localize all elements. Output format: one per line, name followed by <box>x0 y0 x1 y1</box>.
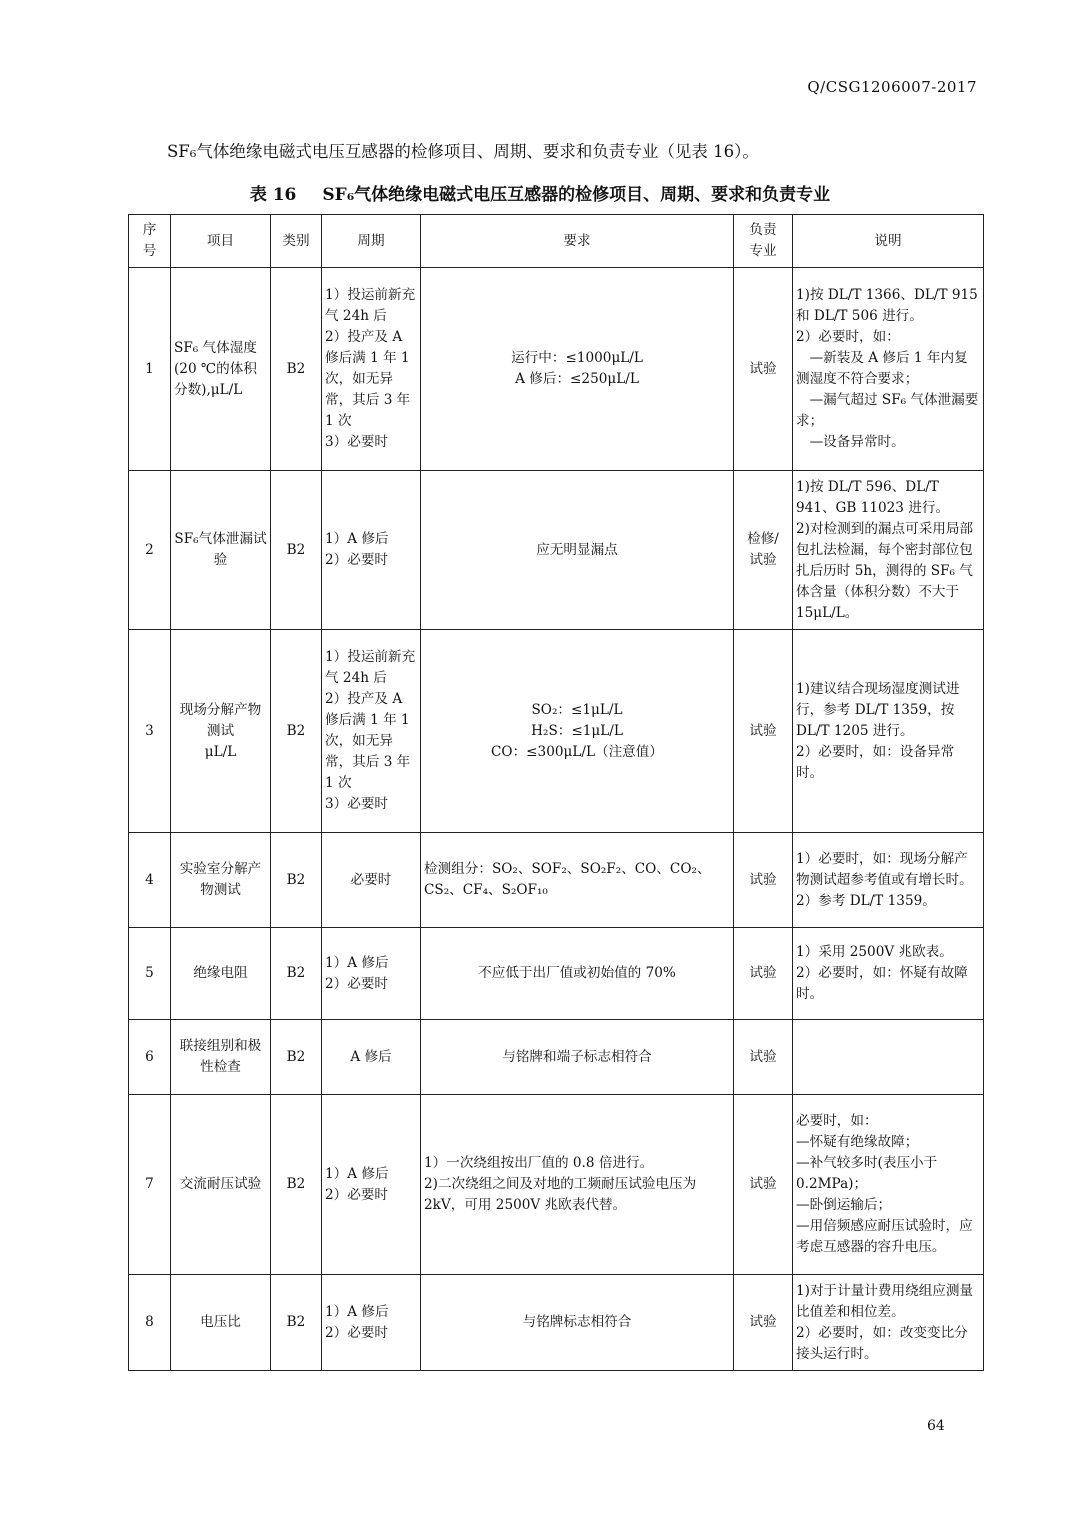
cell-seq: 4 <box>129 833 171 928</box>
cell-specialty: 检修/ 试验 <box>734 471 793 630</box>
cell-period: 1）A 修后 2）必要时 <box>322 1275 421 1371</box>
maintenance-table <box>128 214 984 1371</box>
table-row <box>129 1275 984 1371</box>
cell-requirement: 检测组分：SO₂、SOF₂、SO₂F₂、CO、CO₂、CS₂、CF₄、S₂OF₁₀ <box>421 833 734 928</box>
cell-note: 1）必要时，如：现场分解产物测试超参考值或有增长时。 2）参考 DL/T 1359。 <box>793 833 984 928</box>
cell-item: 交流耐压试验 <box>171 1095 271 1275</box>
table-caption-title: SF₆气体绝缘电磁式电压互感器的检修项目、周期、要求和负责专业 <box>322 185 831 205</box>
header-category: 类别 <box>271 215 322 268</box>
table-row <box>129 833 984 928</box>
cell-period: 1）A 修后 2）必要时 <box>322 1095 421 1275</box>
cell-note: 1)按 DL/T 1366、DL/T 915 和 DL/T 506 进行。 2）必要时，如： —新装及 A 修后 1 年内复测湿度不符合要求； —漏气超过 SF₆ 气体泄漏要求； —设备异常时。 <box>793 268 984 471</box>
cell-specialty: 试验 <box>734 833 793 928</box>
cell-specialty: 试验 <box>734 1020 793 1095</box>
cell-requirement: SO₂：≤1μL/L H₂S：≤1μL/L CO：≤300μL/L（注意值） <box>421 630 734 833</box>
cell-specialty: 试验 <box>734 630 793 833</box>
cell-requirement: 不应低于出厂值或初始值的 70% <box>421 928 734 1020</box>
cell-seq: 2 <box>129 471 171 630</box>
cell-specialty: 试验 <box>734 928 793 1020</box>
table-row <box>129 630 984 833</box>
cell-requirement: 与铭牌标志相符合 <box>421 1275 734 1371</box>
cell-category: B2 <box>271 1095 322 1275</box>
header-requirement: 要求 <box>421 215 734 268</box>
table-row <box>129 471 984 630</box>
intro-paragraph: SF₆气体绝缘电磁式电压互感器的检修项目、周期、要求和负责专业（见表 16）。 <box>167 142 759 161</box>
cell-period: 1）A 修后 2）必要时 <box>322 471 421 630</box>
cell-item: 现场分解产物测试 μL/L <box>171 630 271 833</box>
cell-period: A 修后 <box>322 1020 421 1095</box>
document-code: Q/CSG1206007-2017 <box>807 78 977 96</box>
cell-seq: 5 <box>129 928 171 1020</box>
cell-requirement: 1）一次绕组按出厂值的 0.8 倍进行。 2)二次绕组之间及对地的工频耐压试验电压为 2kV，可用 2500V 兆欧表代替。 <box>421 1095 734 1275</box>
cell-item: SF₆ 气体湿度(20 ℃的体积分数),μL/L <box>171 268 271 471</box>
cell-specialty: 试验 <box>734 1095 793 1275</box>
table-row <box>129 1095 984 1275</box>
cell-requirement: 与铭牌和端子标志相符合 <box>421 1020 734 1095</box>
cell-note: 1）采用 2500V 兆欧表。 2）必要时，如：怀疑有故障时。 <box>793 928 984 1020</box>
header-item: 项目 <box>171 215 271 268</box>
cell-period: 1）投运前新充气 24h 后 2）投产及 A 修后满 1 年 1 次，如无异常，其后 3 年 1 次 3）必要时 <box>322 630 421 833</box>
table-caption <box>0 180 1080 205</box>
cell-category: B2 <box>271 833 322 928</box>
cell-note: 1)按 DL/T 596、DL/T 941、GB 11023 进行。 2)对检测到的漏点可采用局部包扎法检漏，每个密封部位包扎后历时 5h，测得的 SF₆ 气体含量（体积分数）不大于 15μL/L。 <box>793 471 984 630</box>
header-note: 说明 <box>793 215 984 268</box>
cell-seq: 3 <box>129 630 171 833</box>
cell-note: 1)建议结合现场湿度测试进行，参考 DL/T 1359，按 DL/T 1205 进行。 2）必要时，如：设备异常时。 <box>793 630 984 833</box>
table-header-row <box>129 215 984 268</box>
header-period: 周期 <box>322 215 421 268</box>
cell-seq: 7 <box>129 1095 171 1275</box>
cell-note <box>793 1020 984 1095</box>
cell-specialty: 试验 <box>734 268 793 471</box>
cell-seq: 6 <box>129 1020 171 1095</box>
cell-period: 1）A 修后 2）必要时 <box>322 928 421 1020</box>
cell-specialty: 试验 <box>734 1275 793 1371</box>
cell-category: B2 <box>271 1020 322 1095</box>
cell-requirement: 应无明显漏点 <box>421 471 734 630</box>
cell-item: 联接组别和极性检查 <box>171 1020 271 1095</box>
cell-category: B2 <box>271 268 322 471</box>
cell-note: 1)对于计量计费用绕组应测量比值差和相位差。 2）必要时，如：改变变比分接头运行时。 <box>793 1275 984 1371</box>
table-row <box>129 268 984 471</box>
cell-item: 电压比 <box>171 1275 271 1371</box>
cell-category: B2 <box>271 471 322 630</box>
cell-seq: 8 <box>129 1275 171 1371</box>
cell-seq: 1 <box>129 268 171 471</box>
cell-category: B2 <box>271 928 322 1020</box>
cell-item: 实验室分解产物测试 <box>171 833 271 928</box>
cell-note: 必要时，如： —怀疑有绝缘故障； —补气较多时(表压小于 0.2MPa)； —卧倒运输后； —用倍频感应耐压试验时，应考虑互感器的容升电压。 <box>793 1095 984 1275</box>
cell-item: SF₆气体泄漏试验 <box>171 471 271 630</box>
header-seq: 序 号 <box>129 215 171 268</box>
cell-requirement: 运行中：≤1000μL/L A 修后：≤250μL/L <box>421 268 734 471</box>
table-caption-number: 表 16 <box>249 185 297 205</box>
cell-period: 1）投运前新充气 24h 后 2）投产及 A 修后满 1 年 1 次，如无异常，其后 3 年 1 次 3）必要时 <box>322 268 421 471</box>
cell-item: 绝缘电阻 <box>171 928 271 1020</box>
table-row <box>129 928 984 1020</box>
page-number: 64 <box>927 1418 945 1434</box>
table-row <box>129 1020 984 1095</box>
cell-category: B2 <box>271 1275 322 1371</box>
header-specialty: 负责 专业 <box>734 215 793 268</box>
cell-category: B2 <box>271 630 322 833</box>
cell-period: 必要时 <box>322 833 421 928</box>
